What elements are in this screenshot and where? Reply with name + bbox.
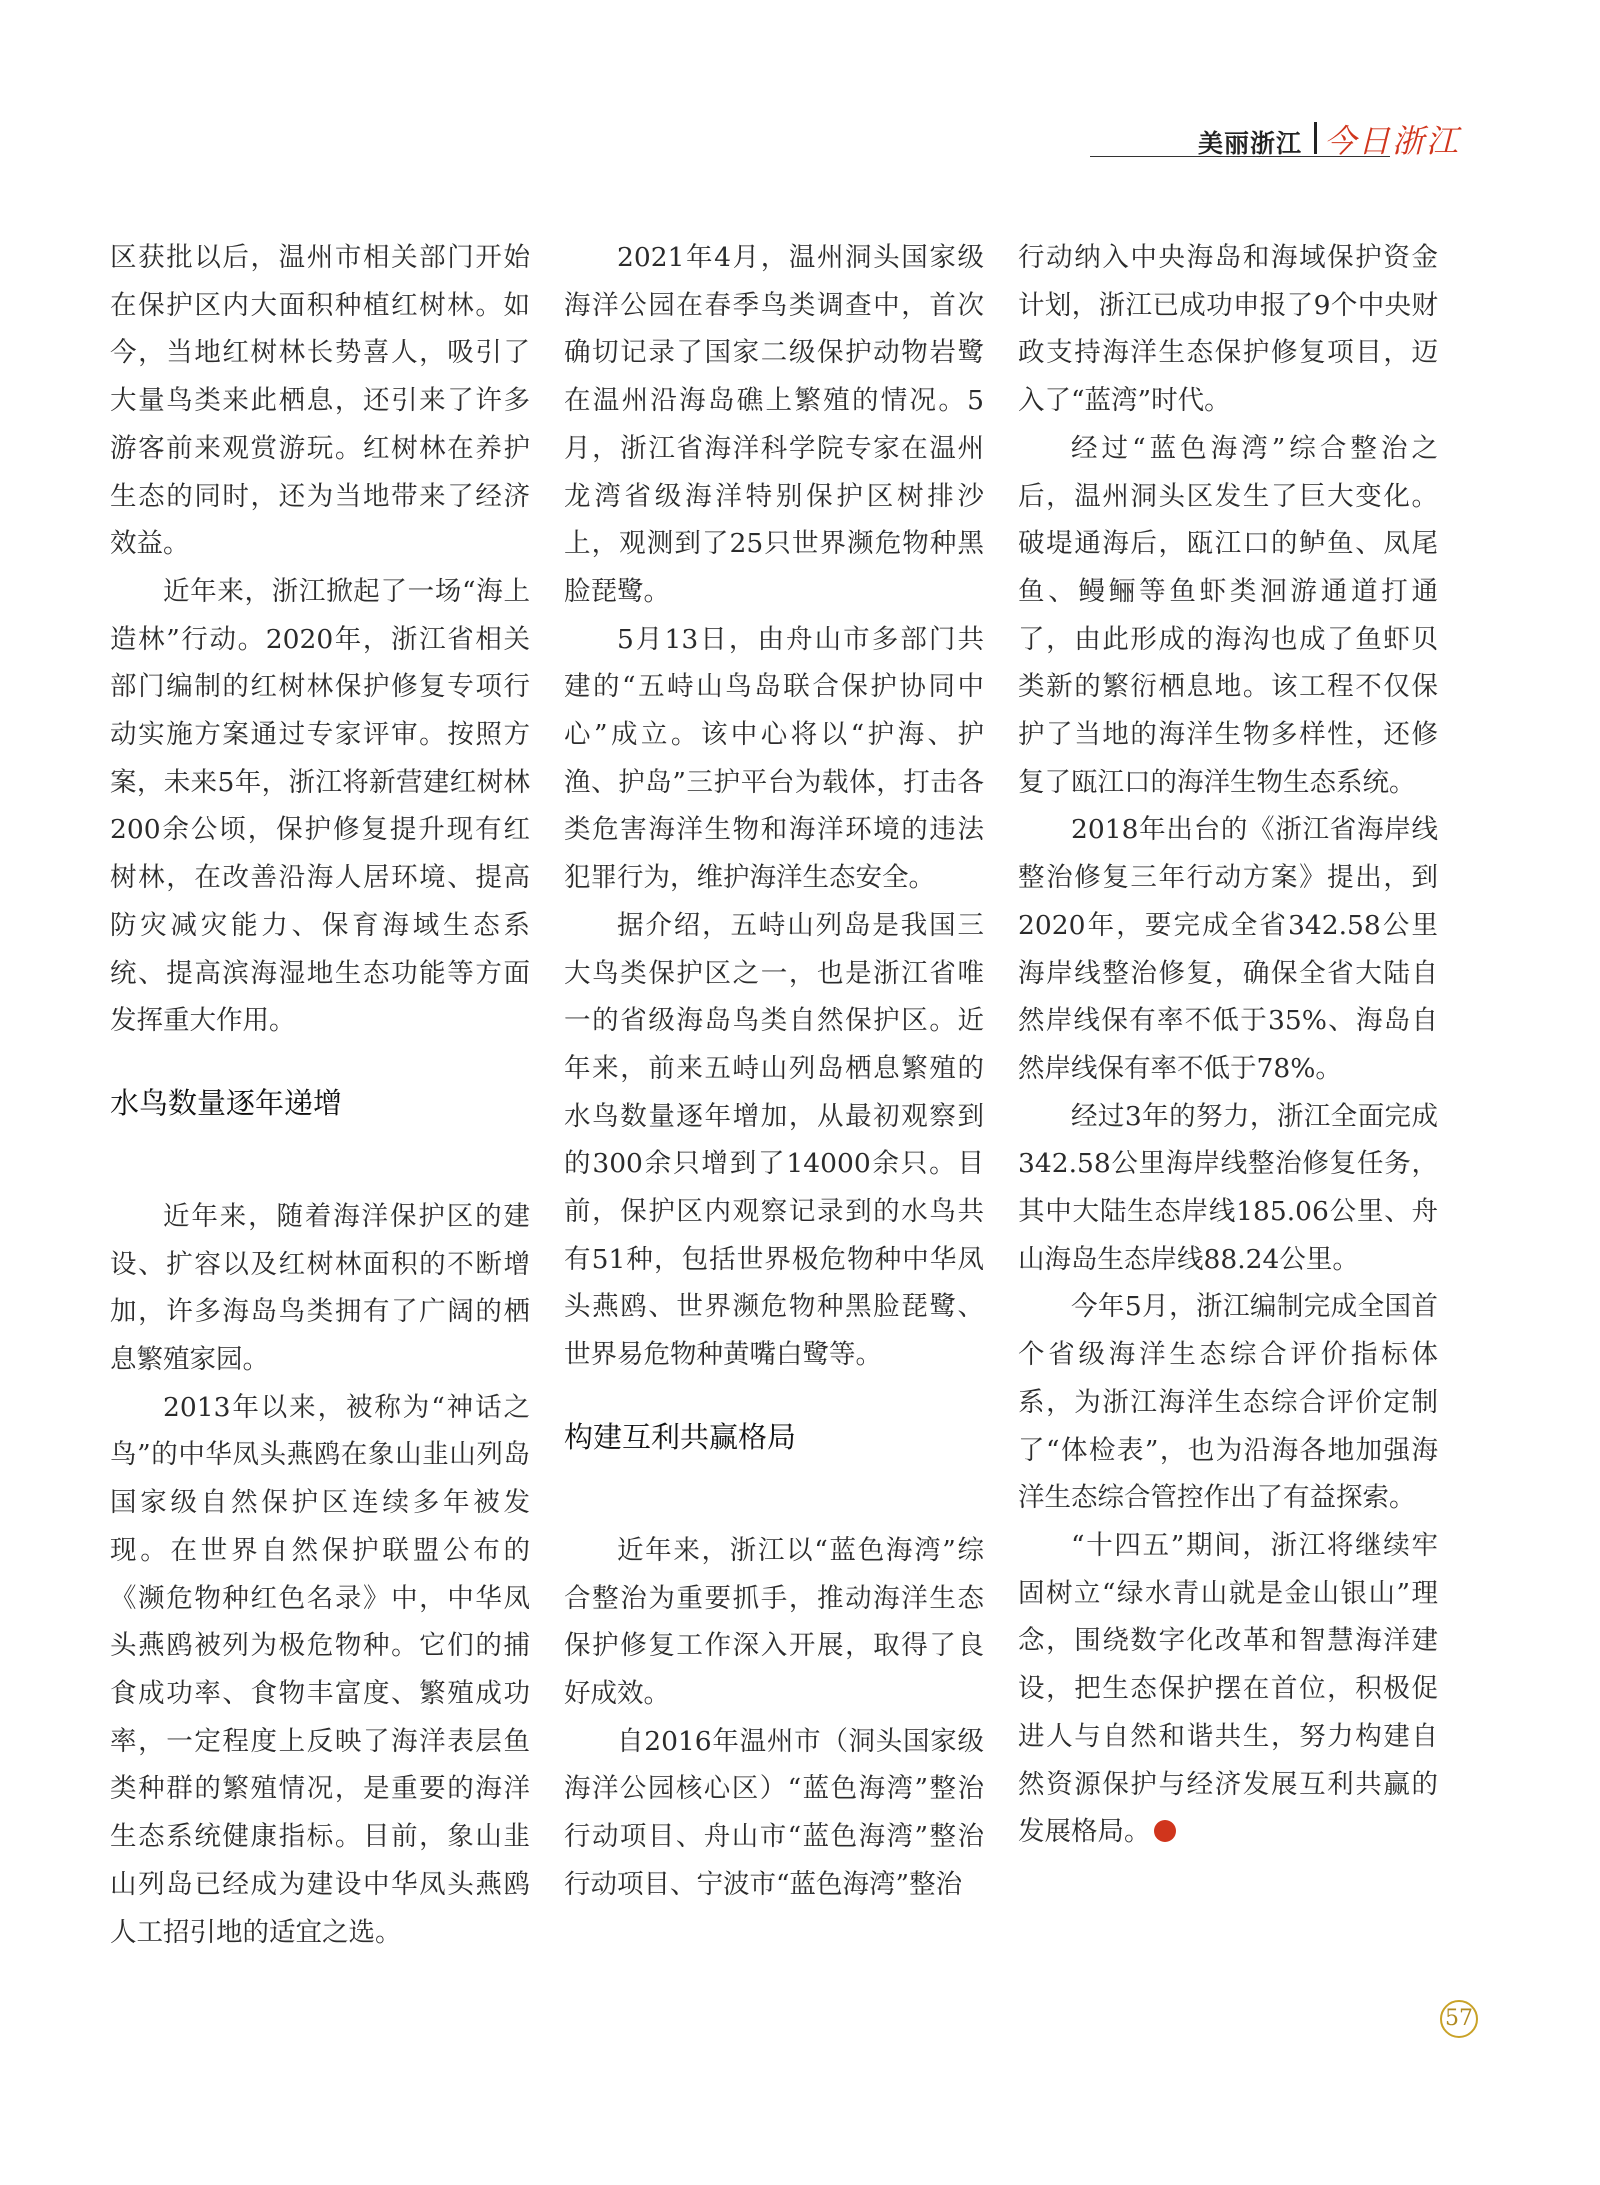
column-2 <box>564 234 984 1909</box>
paragraph: 据介绍，五峙山列岛是我国三大鸟类保护区之一，也是浙江省唯一的省级海岛鸟类自然保护区。近年来，前来五峙山列岛栖息繁殖的水鸟数量逐年增加，从最初观察到的300余只增到了14000余只。目前，保护区内观察记录到的水鸟共有51种，包括世界极危物种中华凤头燕鸥、世界濒危物种黑脸琵鹭、世界易危物种黄嘴白鹭等。 <box>564 909 984 1371</box>
section-heading: 构建互利共赢格局 <box>564 1419 797 1454</box>
paragraph: 经过3年的努力，浙江全面完成342.58公里海岸线整治修复任务，其中大陆生态岸线185.06公里、舟山海岛生态岸线88.24公里。 <box>1018 1100 1438 1275</box>
section-title: 美丽浙江 <box>1198 129 1303 158</box>
paragraph: 区获批以后，温州市相关部门开始在保护区内大面积种植红树林。如今，当地红树林长势喜人，吸引了大量鸟类来此栖息，还引来了许多游客前来观赏游玩。红树林在养护生态的同时，还为当地带来了经济效益。 <box>110 242 530 560</box>
paragraph: 近年来，浙江以“蓝色海湾”综合整治为重要抓手，推动海洋生态保护修复工作深入开展，取得了良好成效。 <box>564 1534 984 1709</box>
paragraph: 2018年出台的《浙江省海岸线整治修复三年行动方案》提出，到2020年，要完成全省342.58公里海岸线整治修复，确保全省大陆自然岸线保有率不低于35%、海岛自然岸线保有率不低于78%。 <box>1018 814 1438 1084</box>
end-mark-icon <box>1154 1820 1176 1842</box>
paragraph-text: “十四五”期间，浙江将继续牢固树立“绿水青山就是金山银山”理念，围绕数字化改革和智慧海洋建设，把生态保护摆在首位，积极促进人与自然和谐共生，努力构建自然资源保护与经济发展互利共赢的发展格局。 <box>1018 1529 1438 1848</box>
paragraph-final <box>1018 1522 1438 1856</box>
magazine-logo: 今日浙江 <box>1324 122 1461 160</box>
running-header <box>1090 118 1490 162</box>
paragraph: 近年来，浙江掀起了一场“海上造林”行动。2020年，浙江省相关部门编制的红树林保护修复专项行动实施方案通过专家评审。按照方案，未来5年，浙江将新营建红树林200余公顷，保护修复提升现有红树林，在改善沿海人居环境、提高防灾减灾能力、保育海域生态系统、提高滨海湿地生态功能等方面发挥重大作用。 <box>110 575 530 1037</box>
paragraph: 自2016年温州市（洞头国家级海洋公园核心区）“蓝色海湾”整治行动项目、舟山市“蓝色海湾”整治行动项目、宁波市“蓝色海湾”整治 <box>564 1725 984 1900</box>
paragraph: 2021年4月，温州洞头国家级海洋公园在春季鸟类调查中，首次确切记录了国家二级保护动物岩鹭在温州沿海岛礁上繁殖的情况。5月，浙江省海洋科学院专家在温州龙湾省级海洋特别保护区树排沙上，观测到了25只世界濒危物种黑脸琵鹭。 <box>564 242 984 607</box>
paragraph: 2013年以来，被称为“神话之鸟”的中华凤头燕鸥在象山韭山列岛国家级自然保护区连续多年被发现。在世界自然保护联盟公布的《濒危物种红色名录》中，中华凤头燕鸥被列为极危物种。它们的捕食成功率、食物丰富度、繁殖成功率，一定程度上反映了海洋表层鱼类种群的繁殖情况，是重要的海洋生态系统健康指标。目前，象山韭山列岛已经成为建设中华凤头燕鸥人工招引地的适宜之选。 <box>110 1391 530 1948</box>
paragraph: 行动纳入中央海岛和海域保护资金计划，浙江已成功申报了9个中央财政支持海洋生态保护修复项目，迈入了“蓝湾”时代。 <box>1018 242 1438 417</box>
section-heading: 水鸟数量逐年递增 <box>110 1085 343 1120</box>
column-3 <box>1018 234 1438 1856</box>
paragraph: 经过“蓝色海湾”综合整治之后，温州洞头区发生了巨大变化。破堤通海后，瓯江口的鲈鱼、凤尾鱼、鳗鲡等鱼虾类洄游通道打通了，由此形成的海沟也成了鱼虾贝类新的繁衍栖息地。该工程不仅保护了当地的海洋生物多样性，还修复了瓯江口的海洋生物生态系统。 <box>1018 432 1438 798</box>
header-divider <box>1314 122 1317 154</box>
paragraph: 5月13日，由舟山市多部门共建的“五峙山鸟岛联合保护协同中心”成立。该中心将以“护海、护渔、护岛”三护平台为载体，打击各类危害海洋生物和海洋环境的违法犯罪行为，维护海洋生态安全。 <box>564 623 984 894</box>
paragraph: 近年来，随着海洋保护区的建设、扩容以及红树林面积的不断增加，许多海岛鸟类拥有了广阔的栖息繁殖家园。 <box>110 1200 530 1376</box>
page-number: 57 <box>1440 2000 1478 2038</box>
paragraph: 今年5月，浙江编制完成全国首个省级海洋生态综合评价指标体系，为浙江海洋生态综合评价定制了“体检表”，也为沿海各地加强海洋生态综合管控作出了有益探索。 <box>1018 1291 1438 1514</box>
column-1 <box>110 234 530 1956</box>
